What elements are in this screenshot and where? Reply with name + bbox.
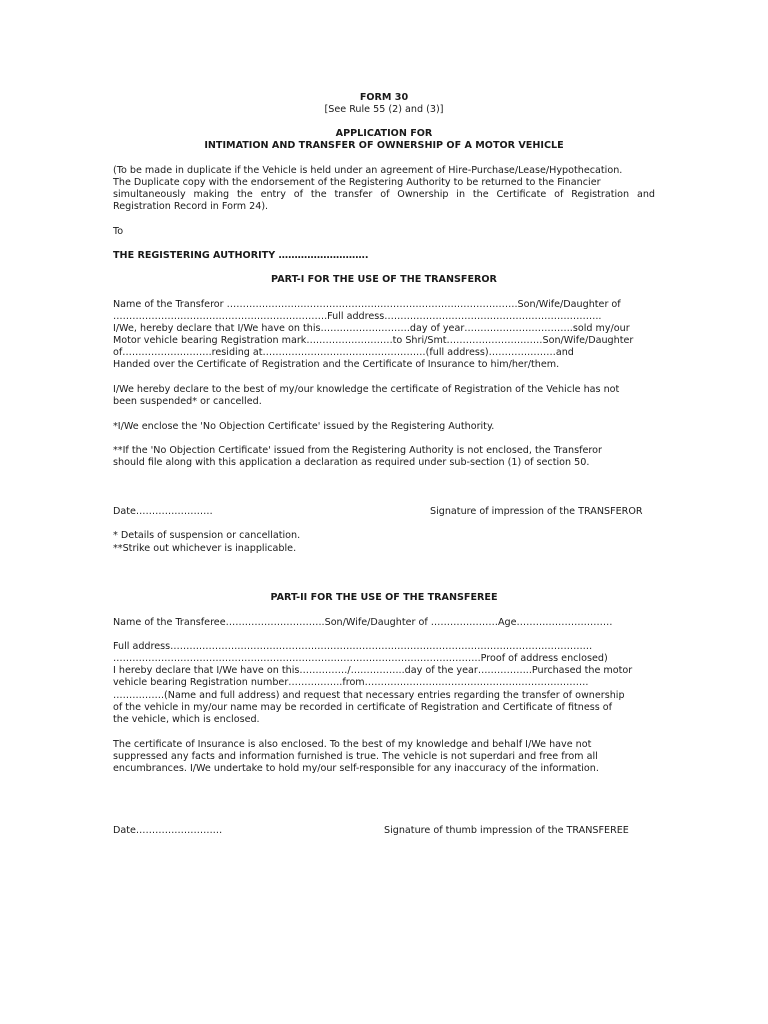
intro-line-3: simultaneously making the entry of the transfer of Ownership in the Certificate of Registration and <box>113 189 655 200</box>
transferor-declare-line: I/We, hereby declare that I/We have on this……………………….day of year…………………………….sold my/our <box>113 323 630 334</box>
residing-line: of……………………….residing at……………………………………………(full address)…………………and <box>113 347 574 358</box>
transferor-name-line: Name of the Transferor ……………………………………………………………………………….Son/Wife/Daughter of <box>113 299 621 310</box>
to-label: To <box>113 226 124 237</box>
insurance-line-1: The certificate of Insurance is also enclosed. To the best of my knowledge and behalf I/We have not <box>113 739 592 750</box>
transferor-signature-label: Signature of impression of the TRANSFEROR <box>430 506 643 517</box>
transferor-date: Date…………………… <box>113 506 213 517</box>
transferee-name-line: Name of the Transferee………………………….Son/Wife/Daughter of …………………Age………………………… <box>113 617 613 628</box>
part-2-heading: PART-II FOR THE USE OF THE TRANSFEREE <box>270 592 498 603</box>
noc-not-enclosed-line-2: should file along with this application a declaration as required under sub-section (1) of section 50. <box>113 457 590 468</box>
registration-mark-line: Motor vehicle bearing Registration mark………………………to Shri/Smt…………………………Son/Wife/Daughter <box>113 335 634 346</box>
knowledge-line-2: been suspended* or cancelled. <box>113 396 262 407</box>
intro-line-2: The Duplicate copy with the endorsement of the Registering Authority to be returned to the Financier <box>113 177 601 188</box>
knowledge-line-1: I/We hereby declare to the best of my/our knowledge the certificate of Registration of the Vehicle has not <box>113 384 620 395</box>
noc-not-enclosed-line-1: **If the 'No Objection Certificate' issued from the Registering Authority is not enclosed, the Transferor <box>113 445 602 456</box>
form-title-line-1: APPLICATION FOR <box>335 128 433 139</box>
intro-line-4: Registration Record in Form 24). <box>113 201 269 212</box>
rule-reference: [See Rule 55 (2) and (3)] <box>324 104 444 115</box>
vehicle-registration-line: vehicle bearing Registration number……………..from……………………………………………………………. <box>113 677 589 688</box>
noc-enclosed-line: *I/We enclose the 'No Objection Certificate' issued by the Registering Authority. <box>113 421 495 432</box>
handed-over-line: Handed over the Certificate of Registration and the Certificate of Insurance to him/her/them. <box>113 359 560 370</box>
transferee-signature-label: Signature of thumb impression of the TRANSFEREE <box>384 825 629 836</box>
transferee-full-address: Full address…………………………………………………………………………………………………………………… <box>113 641 593 652</box>
recorded-line: of the vehicle in my/our name may be recorded in certificate of Registration and Certificate of fitness of <box>113 702 613 713</box>
form-title-line-2: INTIMATION AND TRANSFER OF OWNERSHIP OF A MOTOR VEHICLE <box>204 140 564 151</box>
part-1-heading: PART-I FOR THE USE OF THE TRANSFEROR <box>271 274 497 285</box>
insurance-line-3: encumbrances. I/We undertake to hold my/our self-responsible for any inaccuracy of the information. <box>113 763 599 774</box>
proof-of-address-line: …………………………………………………………………………………………………….Proof of address enclosed) <box>113 653 608 664</box>
enclosed-line: the vehicle, which is enclosed. <box>113 714 260 725</box>
insurance-line-2: suppressed any facts and information furnished is true. The vehicle is not superdari and free from all <box>113 751 598 762</box>
intro-line-1: (To be made in duplicate if the Vehicle is held under an agreement of Hire-Purchase/Lease/Hypothecation. <box>113 165 623 176</box>
form-number: FORM 30 <box>359 92 409 103</box>
transferee-declare-line: I hereby declare that I/We have on this……………/……………..day of the year……………..Purchased the motor <box>113 665 633 676</box>
transferee-date: Date……………………… <box>113 825 223 836</box>
suspension-note: * Details of suspension or cancellation. <box>113 530 301 541</box>
strike-out-note: **Strike out whichever is inapplicable. <box>113 543 297 554</box>
name-request-line: …………….(Name and full address) and request that necessary entries regarding the transfer of ownership <box>113 690 625 701</box>
transferor-address-line: ………………………………………………………….Full address………………………………………………………….. <box>113 311 602 322</box>
registering-authority: THE REGISTERING AUTHORITY ………………………. <box>113 250 369 261</box>
